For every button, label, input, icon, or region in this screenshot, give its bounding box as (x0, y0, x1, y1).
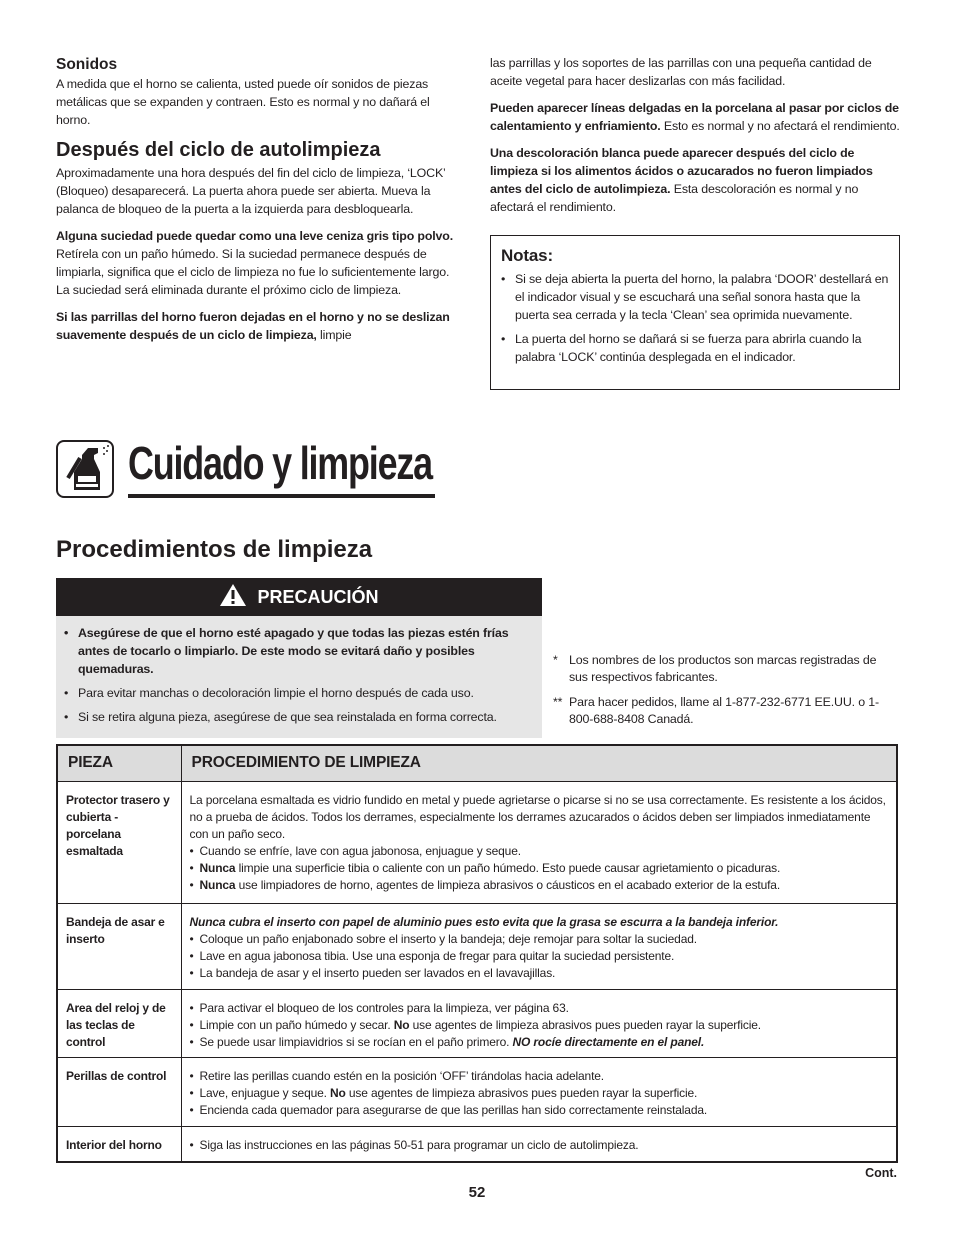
right-paragraph-3-rest: Esta descoloración es normal y no afectará el rendimiento. (490, 182, 859, 214)
procedure-bullet-bold: Nunca (199, 860, 236, 875)
part-cell: Protector trasero y cubierta - porcelana esmaltada (57, 781, 181, 903)
part-cell: Bandeja de asar e inserto (57, 903, 181, 989)
footnote (553, 694, 898, 728)
right-paragraph-1: las parrillas y los soportes de las parrillas con una pequeña cantidad de aceite vegetal para hacer deslizarlas con más facilidad. (490, 56, 872, 88)
notes-box (490, 235, 900, 390)
procedure-bullet: • Retire las perillas cuando estén en la posición ‘OFF’ tirándolas hacia adelante. (190, 1068, 887, 1085)
page-number: 52 (468, 1184, 486, 1201)
footnote-mark: * (553, 653, 558, 667)
procedure-bullet-pre: Limpie con un paño húmedo y secar. (199, 1017, 394, 1032)
procedure-bullet: • La bandeja de asar y el inserto pueden ser lavados en el lavavajillas. (190, 965, 887, 982)
procedure-bullet (190, 1085, 887, 1102)
procedure-intro: Nunca cubra el inserto con papel de aluminio pues esto evita que la grasa se escurra a la bandeja inferior. (189, 914, 779, 929)
procedure-bullet-rest: use agentes de limpieza abrasivos pues pueden rayar la superficie. (345, 1085, 698, 1100)
procedure-bullet (190, 860, 887, 877)
cleaning-table (56, 744, 898, 1163)
section-title: Cuidado y limpieza (128, 437, 432, 489)
procedures-title: Procedimientos de limpieza (56, 536, 373, 563)
procedure-bullet-rest: use agentes de limpieza abrasivos pues pueden rayar la superficie. (409, 1017, 761, 1032)
procedure-bullet-bold: Nunca (199, 877, 236, 892)
part-cell: Interior del horno (57, 1126, 181, 1162)
procedure-cell (181, 1057, 897, 1126)
caution-item: • Asegúrese de que el horno esté apagado y que todas las piezas estén frías antes de tocarlo o limpiarlo. De este modo se evitará daño y posibles quemaduras. (64, 624, 532, 678)
table-row (57, 1126, 897, 1162)
after-cycle-heading: Después del ciclo de autolimpieza (56, 139, 381, 161)
footnote-mark: ** (553, 695, 563, 709)
footnote-text: Para hacer pedidos, llame al 1-877-232-6771 EE.UU. o 1-800-688-8408 Canadá. (569, 695, 879, 726)
procedure-bullet-emphasis: NO rocíe directamente en el panel. (512, 1034, 705, 1049)
procedure-bullet-rest: limpie una superficie tibia o caliente con un paño húmedo. Esto puede causar agrietamiento o picaduras. (235, 860, 781, 875)
spray-bottle-icon (56, 440, 114, 498)
procedure-bullet: • Coloque un paño enjabonado sobre el inserto y la bandeja; deje remojar para soltar la suciedad. (190, 931, 887, 948)
right-paragraph-3-bold: Una descoloración blanca puede aparecer después del ciclo de limpieza si los alimentos ácidos o azucarados no fueron limpiados antes del ciclo de autolimpieza. (490, 146, 873, 196)
procedure-intro: La porcelana esmaltada es vidrio fundido en metal y puede agrietarse o picarse si no se usa correctamente. Es resistente a los ácidos, no a prueba de ácidos. Todos los derrames, especialmente los derrames azucarados o ácidos deben ser limpiados inmediatamente con un paño seco. (189, 792, 886, 841)
column-header-part: PIEZA (57, 745, 181, 781)
warning-icon (219, 583, 247, 612)
notes-list (501, 270, 889, 366)
procedure-bullet-bold: No (330, 1085, 346, 1100)
after-paragraph-2 (56, 227, 464, 299)
procedure-cell (181, 1126, 897, 1162)
procedure-cell (181, 989, 897, 1057)
after-paragraph-3-bold: Si las parrillas del horno fueron dejadas en el horno y no se deslizan suavemente después de un ciclo de limpieza, (56, 310, 450, 342)
notes-item: • La puerta del horno se dañará si se fuerza para abrirla cuando la palabra ‘LOCK’ continúa desplegada en el indicador. (501, 330, 889, 366)
table-row (57, 1057, 897, 1126)
procedure-bullet-pre: Se puede usar limpiavidrios si se rocían en el paño primero. (199, 1034, 513, 1049)
notes-title: Notas: (501, 246, 553, 265)
right-paragraph-3 (490, 144, 900, 216)
caution-list (56, 616, 542, 738)
procedure-cell (181, 903, 897, 989)
continued-label: Cont. (865, 1166, 897, 1180)
right-paragraph-2 (490, 99, 900, 135)
footnote-text: Los nombres de los productos son marcas registradas de sus respectivos fabricantes. (569, 653, 877, 684)
procedure-bullet: • Lave en agua jabonosa tibia. Use una esponja de fregar para quitar la suciedad persistente. (190, 948, 887, 965)
procedure-bullet (190, 1034, 887, 1051)
sonidos-paragraph: A medida que el horno se calienta, usted puede oír sonidos de piezas metálicas que se expanden y contraen. Esto es normal y no dañará el horno. (56, 77, 430, 127)
right-paragraph-2-rest: Esto es normal y no afectará el rendimiento. (660, 119, 900, 133)
procedure-bullet-rest: use limpiadores de horno, agentes de limpieza abrasivos o cáusticos en el acabado exterior de la estufa. (235, 877, 781, 892)
procedure-bullet: • Cuando se enfríe, lave con agua jabonosa, enjuague y seque. (190, 843, 887, 860)
part-cell: Perillas de control (57, 1057, 181, 1126)
sonidos-heading: Sonidos (56, 56, 118, 73)
footnote (553, 652, 898, 686)
caution-item: • Si se retira alguna pieza, asegúrese de que sea reinstalada en forma correcta. (64, 708, 532, 726)
after-paragraph-3 (56, 308, 464, 344)
right-paragraph-2-bold: Pueden aparecer líneas delgadas en la porcelana al pasar por ciclos de calentamiento y enfriamiento. (490, 101, 899, 133)
notes-item: • Si se deja abierta la puerta del horno, la palabra ‘DOOR’ destellará en el indicador visual y se escuchará una señal sonora hasta que la puerta sea cerrada y la tecla ‘Clean’ sea oprimida nuevamente. (501, 270, 889, 324)
procedure-bullet (190, 1017, 887, 1034)
procedure-cell (181, 781, 897, 903)
procedure-bullet-pre: Lave, enjuague y seque. (199, 1085, 331, 1100)
table-row (57, 903, 897, 989)
procedure-bullet: • Encienda cada quemador para asegurarse de que las perillas han sido correctamente reinstalada. (190, 1102, 887, 1119)
after-cycle-text (56, 164, 464, 344)
part-cell: Area del reloj y de las teclas de control (57, 989, 181, 1057)
sonidos-text (56, 75, 464, 129)
table-row (57, 989, 897, 1057)
after-paragraph-2-bold: Alguna suciedad puede quedar como una leve ceniza gris tipo polvo. (56, 229, 454, 243)
column-header-procedure: PROCEDIMIENTO DE LIMPIEZA (181, 745, 897, 781)
caution-label: PRECAUCIÓN (257, 586, 379, 607)
section-rule (128, 494, 435, 498)
procedure-bullet (190, 877, 887, 894)
left-column (56, 56, 464, 353)
after-paragraph-1: Aproximadamente una hora después del fin del ciclo de limpieza, ‘LOCK’ (Bloqueo) desaparecerá. La puerta ahora puede ser abierta. Mueva la palanca de bloqueo de la puerta a la izquierda para desbloquearla. (56, 166, 446, 216)
procedure-bullet: • Siga las instrucciones en las páginas 50-51 para programar un ciclo de autolimpieza. (190, 1137, 887, 1154)
table-header-row (57, 745, 897, 781)
procedure-bullet-bold: No (393, 1017, 410, 1032)
after-paragraph-3-rest: limpie (316, 328, 352, 342)
caution-bar (56, 578, 542, 616)
procedure-bullet: • Para activar el bloqueo de los controles para la limpieza, ver página 63. (190, 1000, 887, 1017)
right-column (490, 54, 900, 225)
caution-item: • Para evitar manchas o decoloración limpie el horno después de cada uso. (64, 684, 532, 702)
after-paragraph-2-rest: Retírela con un paño húmedo. Si la suciedad permanece después de limpiarla, significa que el ciclo de limpieza no fue lo suficientemente largo. La suciedad será eliminada durante el próximo ciclo de limpieza. (56, 247, 450, 297)
table-row (57, 781, 897, 903)
caution-box (56, 578, 542, 738)
